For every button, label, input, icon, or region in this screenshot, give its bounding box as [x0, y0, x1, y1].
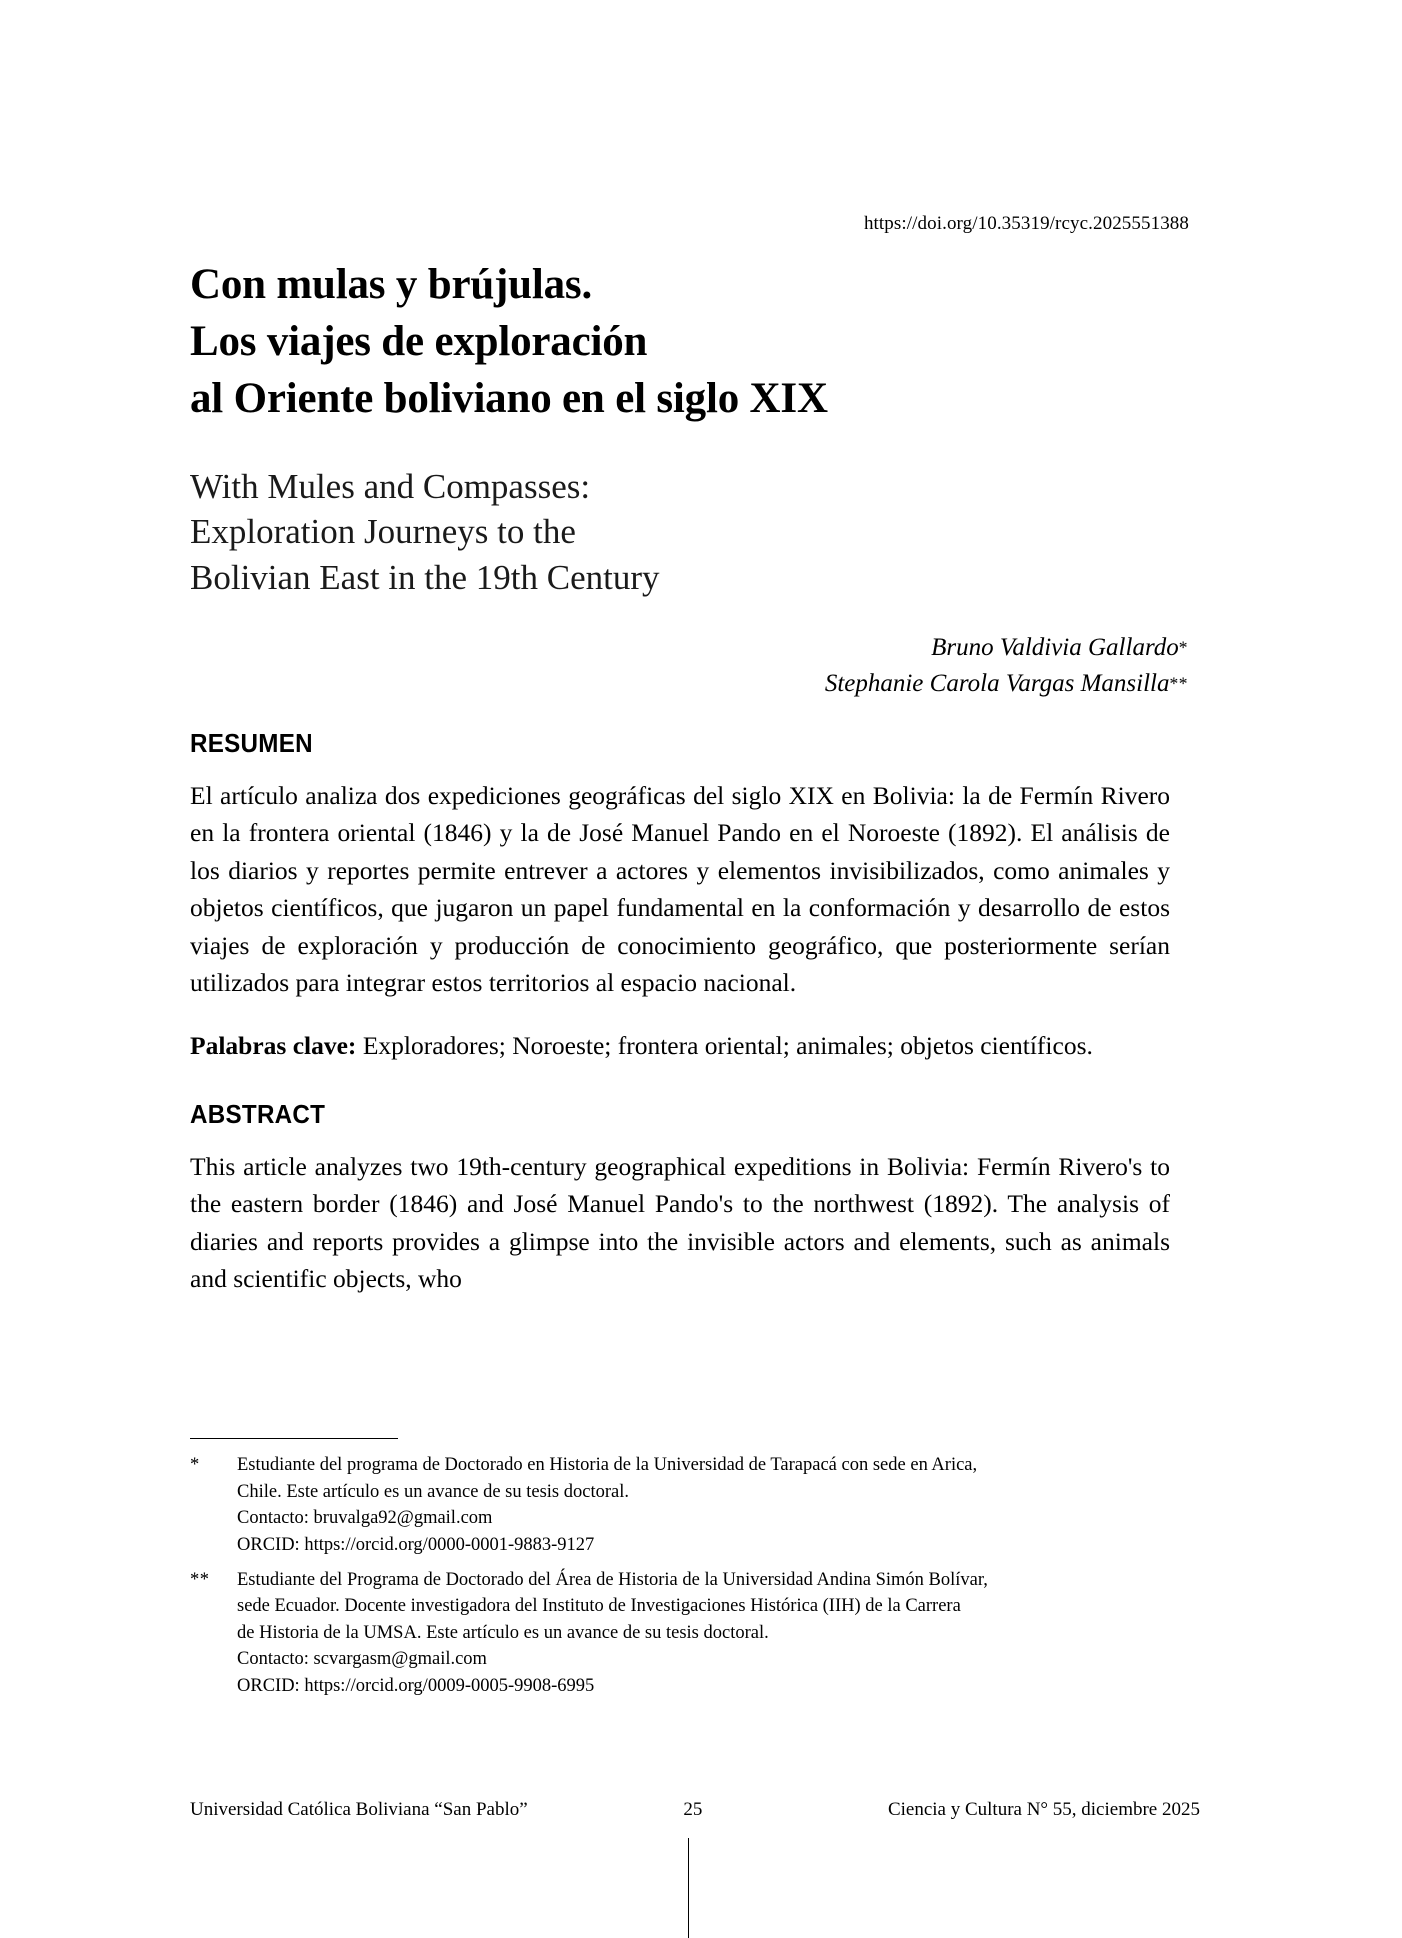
footer-institution: Universidad Católica Boliviana “San Pablo”	[190, 1799, 528, 1820]
author-list	[190, 630, 1190, 703]
subtitle-line: Exploration Journeys to the	[190, 512, 576, 552]
author-name: Stephanie Carola Vargas Mansilla	[824, 670, 1170, 698]
section-heading-resumen: RESUMEN	[190, 727, 313, 758]
footnote-orcid-line[interactable]: ORCID: https://orcid.org/0000-0001-9883-9127	[237, 1534, 595, 1555]
footnote-line: Estudiante del Programa de Doctorado del Área de Historia de la Universidad Andina Simón Bolívar,	[237, 1569, 988, 1590]
footnote-line: Chile. Este artículo es un avance de su tesis doctoral.	[237, 1481, 629, 1502]
footnotes-block	[190, 1452, 1200, 1703]
footnote-mark: **	[190, 1569, 210, 1590]
footnote-line: de Historia de la UMSA. Este artículo es un avance de su tesis doctoral.	[237, 1622, 769, 1643]
author-footnote-mark[interactable]: *	[1178, 637, 1188, 658]
section-heading-abstract: ABSTRACT	[190, 1098, 326, 1129]
bottom-vertical-rule	[688, 1838, 689, 1938]
footnote-line: Estudiante del programa de Doctorado en Historia de la Universidad de Tarapacá con sede en Arica,	[237, 1455, 978, 1475]
footnote-orcid-line[interactable]: ORCID: https://orcid.org/0009-0005-9908-6995	[237, 1676, 595, 1696]
footnote-text	[237, 1452, 1200, 1559]
title-line: al Oriente boliviano en el siglo XIX	[190, 375, 828, 423]
keywords-values: Exploradores; Noroeste; frontera oriental; animales; objetos científicos.	[362, 1031, 1093, 1061]
title-line: Los viajes de exploración	[190, 318, 648, 366]
footnote-contact-line[interactable]: Contacto: bruvalga92@gmail.com	[237, 1508, 493, 1529]
page-number: 25	[683, 1799, 703, 1820]
footnote-separator-rule	[190, 1438, 398, 1439]
footnote-item	[190, 1452, 1200, 1559]
subtitle-line: Bolivian East in the 19th Century	[190, 558, 660, 598]
footer-journal-issue: Ciencia y Cultura N° 55, diciembre 2025	[887, 1799, 1200, 1820]
resumen-body: El artículo analiza dos expediciones geográficas del siglo XIX en Bolivia: la de Fermín Rivero en la frontera oriental (1846) y la de José Manuel Pando en el Noroeste (1892). El análisis de los diarios y reportes permite entrever a actores y elementos invisibilizados, como animales y objetos científicos, que jugaron un papel fundamental en la conformación y desarrollo de estos viajes de exploración y producción de conocimiento geográfico, que posteriormente serían utilizados para integrar estos territorios al espacio nacional.	[190, 780, 1170, 998]
keywords-label: Palabras clave:	[190, 1031, 357, 1061]
page-title-spanish	[190, 256, 990, 428]
footnote-mark: *	[190, 1455, 200, 1475]
footnote-line: sede Ecuador. Docente investigadora del Instituto de Investigaciones Histórica (IIH) de la Carrera	[237, 1596, 961, 1617]
subtitle-line: With Mules and Compasses:	[190, 466, 591, 506]
footnote-item	[190, 1567, 1200, 1700]
author-name: Bruno Valdivia Gallardo	[931, 634, 1179, 662]
abstract-body: This article analyzes two 19th-century geographical expeditions in Bolivia: Fermín Rivero's to the eastern border (1846) and José Manuel Pando's to the northwest (1892). The analysis of diaries and reports provides a glimpse into the invisible actors and elements, such as animals and scientific objects, who	[190, 1151, 1170, 1293]
author-footnote-mark[interactable]: **	[1169, 673, 1188, 694]
article-content-column	[190, 0, 1190, 1323]
title-line: Con mulas y brújulas.	[190, 261, 593, 308]
page-title-english	[190, 464, 950, 602]
author-entry	[190, 666, 1188, 702]
keywords-paragraph	[190, 1027, 1170, 1064]
author-entry	[190, 630, 1188, 666]
page-footer	[190, 1799, 1200, 1821]
footnote-contact-line[interactable]: Contacto: scvargasm@gmail.com	[237, 1649, 487, 1670]
doi-link[interactable]: https://doi.org/10.35319/rcyc.2025551388	[863, 213, 1189, 234]
footnote-text	[237, 1567, 1200, 1700]
